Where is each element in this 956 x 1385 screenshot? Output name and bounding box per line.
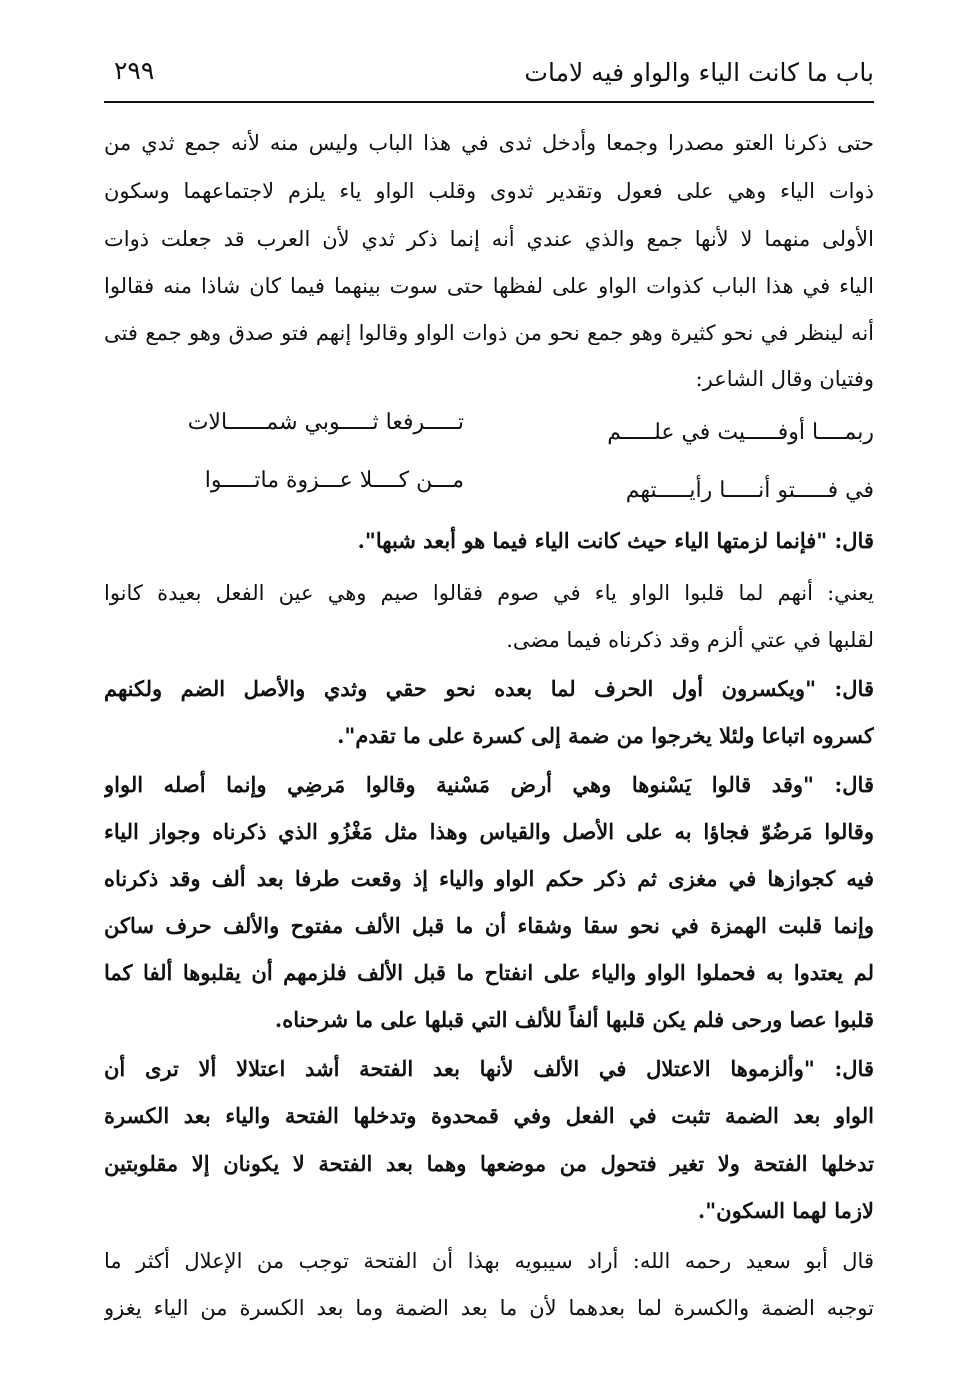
quote-line: وإنما قلبت الهمزة في نحو سقا وشقاء أن ما قبل الألف مفتوح والألف حرف ساكن (104, 913, 874, 938)
text-line: الياء في هذا الباب كذوات الواو على لفظها حتى سوت بينهما فيما كان شاذا منه فقالوا (104, 274, 874, 298)
quote-line: لازما لهما السكون". (697, 1198, 874, 1223)
quote-line: لم يعتدوا به فحملوا الواو والياء على انفتاح ما قبل الألف فلزمهم أن يقلبوها ألفا كما (104, 960, 874, 985)
text-line: حتى ذكرنا العتو مصدرا وجمعا وأدخل ثدى في هذا الباب وليس منه لأنه جمع ثدي من (104, 131, 874, 155)
text-line: توجبه الضمة والكسرة لما بعدهما لأن ما بعد الضمة وما بعد الكسرة من الياء يغزو (104, 1296, 874, 1320)
quote-line: فيه كجوازها في مغزى ثم ذكر حكم الواو والياء إذ وقعت طرفا بعد ألف وقد ذكرناه (104, 866, 874, 891)
page-number: ٢٩٩ (114, 56, 155, 85)
verse-hemistich: في فـــــتو أنـــــا رأيـــــتهم (625, 478, 874, 503)
verse-hemistich: تـــــرفعا ثـــــوبي شمــــــالات (187, 410, 464, 435)
text-line: وفتيان وقال الشاعر: (695, 367, 874, 391)
text-line: قال أبو سعيد رحمه الله: أراد سيبويه بهذا أن الفتحة توجب من الإعلال أكثر ما (104, 1249, 874, 1273)
verse-hemistich: مـــن كــــلا عـــزوة ماتـــــوا (204, 468, 464, 493)
quote-line: قال: "وقد قالوا يَسْنوها وهي أرض مَسْنية وقالوا مَرضِي وإنما أصله الواو (104, 772, 874, 797)
text-line: لقلبها في عتي ألزم وقد ذكرناه فيما مضى. (506, 628, 874, 652)
quote-line: وقالوا مَرضُوّ فجاؤا به على الأصل والقياس وهذا مثل مَغْزُو الذي ذكرناه وجواز الياء (104, 819, 874, 844)
quote-line: قال: "فإنما لزمتها الياء حيث كانت الياء فيما هو أبعد شبها". (357, 528, 874, 553)
text-line: أنه لينظر في نحو كثيرة وهو جمع نحو من ذوات الواو وقالوا إنهم فتو صدق وهو جمع فتى (104, 321, 874, 345)
verse-hemistich: ربمــــا أوفـــــيت في علـــــم (607, 420, 874, 445)
quote-line: قلبوا عصا ورحى فلم يكن قلبها ألفاً للألف التي قبلها على ما شرحناه. (274, 1007, 874, 1032)
quote-line: تدخلها الفتحة ولا تغير فتحول من موضعها وهما بعد الفتحة لا يكونان إلا مقلوبتين (104, 1151, 874, 1176)
text-line: يعني: أنهم لما قلبوا الواو ياء في صوم فقالوا صيم وهي عين الفعل بعيدة كانوا (104, 581, 874, 605)
quote-line: كسروه اتباعا ولئلا يخرجوا من ضمة إلى كسرة على ما تقدم". (337, 723, 874, 748)
quote-line: الواو بعد الضمة تثبت في الفعل وفي قمحدوة وتدخلها الفتحة والياء بعد الكسرة (104, 1103, 874, 1128)
header-rule (104, 101, 874, 103)
running-title: باب ما كانت الياء والواو فيه لامات (524, 58, 874, 87)
text-line: ذوات الياء وهي على فعول وتقدير ثدوى وقلب الواو ياء يلزم لاجتماعهما وسكون (104, 179, 874, 203)
page-header (104, 52, 874, 100)
quote-line: قال: "ويكسرون أول الحرف لما بعده نحو حقي وثدي والأصل الضم ولكنهم (104, 676, 874, 701)
quote-line: قال: "وألزموها الاعتلال في الألف لأنها بعد الفتحة أشد اعتلالا ألا ترى أن (104, 1056, 874, 1081)
text-line: الأولى منهما لا لأنها جمع والذي عندي أنه إنما ذكر ثدي لأن العرب قد جعلت ذوات (104, 227, 874, 251)
